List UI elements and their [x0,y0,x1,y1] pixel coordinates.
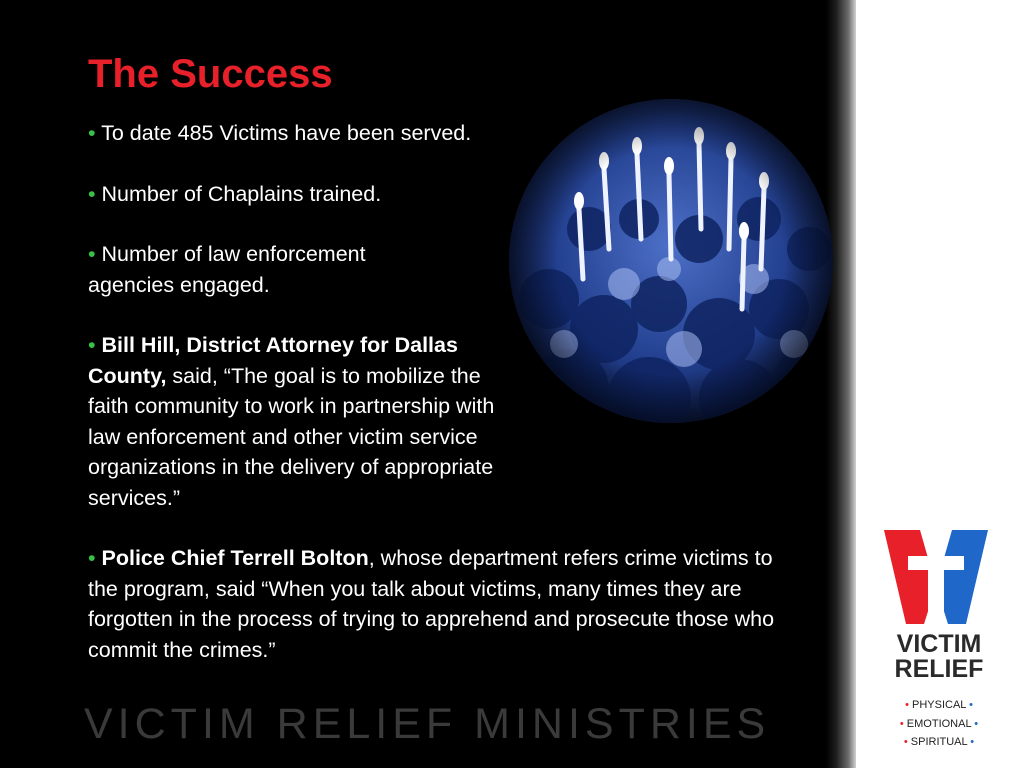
tagline-text: PHYSICAL [911,699,966,711]
tagline-text: EMOTIONAL [906,717,972,730]
logo-taglines [884,696,994,752]
ministry-footer: VICTIM RELIEF MINISTRIES [84,700,771,748]
quote-speaker: Bill Hill, District Attorney for Dallas County, [88,333,458,388]
tagline-item [884,733,994,752]
tagline-item [884,696,994,715]
tagline-bullet: • [905,699,909,711]
tagline-bullet: • [974,717,979,730]
logo-wordmark [884,632,994,682]
slide-title: The Success [88,52,333,96]
logo-line-victim: VICTIM [896,630,982,658]
tagline-bullet: • [970,736,975,748]
bullet-dot: • [88,333,96,357]
bullet-item [88,330,524,513]
logo-line-relief: RELIEF [894,655,984,683]
tagline-item [884,715,994,734]
bullet-dot: • [88,242,96,266]
tagline-bullet: • [969,699,973,711]
bullet-dot: • [88,181,96,206]
bullet-text: To date 485 Victims have been served. [101,121,472,145]
bullet-dot: • [88,546,96,570]
quote-text: said, “The goal is to mobilize the faith community to work in partnership with law enforcement and other victim service organizations in the delivery of appropriate services.” [88,363,495,510]
tagline-bullet: • [899,717,904,730]
cross-shield-logo [884,528,988,628]
tagline-bullet: • [903,736,908,748]
bullet-dot: • [88,121,96,145]
tagline-text: SPIRITUAL [910,736,968,748]
candlelight-vigil-photo [509,99,833,423]
candlelight-vigil-image [509,99,833,423]
bullet-item [88,543,788,665]
bullet-item [88,239,428,300]
bullet-text: Number of law enforcement agencies engaged. [88,242,366,297]
quote-speaker: Police Chief Terrell Bolton [101,546,369,570]
quote-text: , whose department refers crime victims to the program, said “When you talk about victims, many times they are forgotten in the process of trying to apprehend and prosecute those who commit the crimes.” [88,546,775,662]
side-shadow [826,0,860,768]
bullet-text: Number of Chaplains trained. [101,181,382,206]
